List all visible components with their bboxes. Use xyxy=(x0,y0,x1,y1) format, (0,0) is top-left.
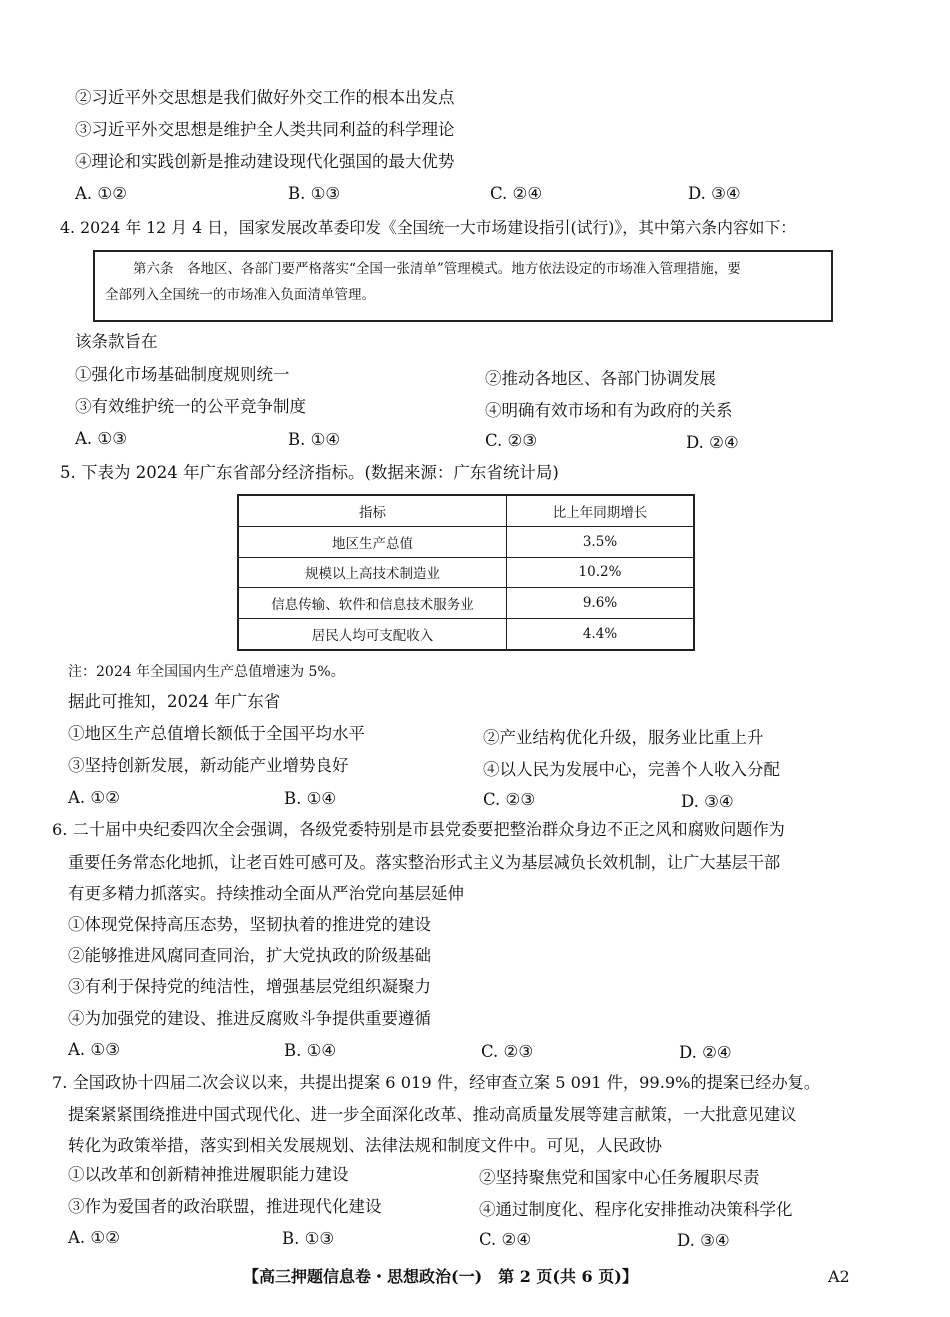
q4-quote-line-2: 全部列入全国统一的市场准入负面清单管理。 xyxy=(105,287,375,303)
q5-option-1: ①地区生产总值增长额低于全国平均水平 xyxy=(68,724,365,743)
table-header: 比上年同期增长 xyxy=(507,495,695,526)
q7-choice-c: C. ②④ xyxy=(479,1230,532,1249)
q6-stem-line-3: 有更多精力抓落实。持续推动全面从严治党向基层延伸 xyxy=(68,884,464,903)
q7-option-2: ②坚持聚焦党和国家中心任务履职尽责 xyxy=(479,1168,760,1187)
table-header-row xyxy=(238,495,694,526)
economic-indicators-table xyxy=(237,494,695,651)
q6-option-4: ④为加强党的建设、推进反腐败斗争提供重要遵循 xyxy=(68,1009,431,1028)
q7-option-1: ①以改革和创新精神推进履职能力建设 xyxy=(68,1165,349,1184)
q6-stem-line-2: 重要任务常态化地抓，让老百姓可感可及。落实整治形式主义为基层减负长效机制，让广大基层干部 xyxy=(68,853,781,872)
q5-choice-a: A. ①② xyxy=(68,788,120,807)
table-row xyxy=(238,619,694,650)
q5-note: 注：2024 年全国国内生产总值增速为 5%。 xyxy=(68,664,345,680)
q3-option-4: ④理论和实践创新是推动建设现代化强国的最大优势 xyxy=(75,152,455,171)
q6-choice-c: C. ②③ xyxy=(481,1042,534,1061)
table-cell: 10.2% xyxy=(507,557,695,588)
q7-option-3: ③作为爱国者的政治联盟，推进现代化建设 xyxy=(68,1197,382,1216)
q4-choice-c: C. ②③ xyxy=(485,431,538,450)
q6-choice-a: A. ①③ xyxy=(68,1040,120,1059)
q3-choice-c: C. ②④ xyxy=(490,184,543,203)
table-cell: 4.4% xyxy=(507,619,695,650)
q6-option-1: ①体现党保持高压态势，坚韧执着的推进党的建设 xyxy=(68,915,431,934)
q5-choice-b: B. ①④ xyxy=(284,789,337,808)
q7-stem-line-3: 转化为政策举措，落实到相关发展规划、法律法规和制度文件中。可见，人民政协 xyxy=(68,1136,662,1155)
q3-option-3: ③习近平外交思想是维护全人类共同利益的科学理论 xyxy=(75,120,455,139)
q5-option-3: ③坚持创新发展，新动能产业增势良好 xyxy=(68,756,349,775)
q6-choice-d: D. ②④ xyxy=(679,1043,732,1062)
table-row xyxy=(238,526,694,557)
q7-stem-line-2: 提案紧紧围绕推进中国式现代化、进一步全面深化改革、推动高质量发展等建言献策，一大批意见建议 xyxy=(68,1105,797,1124)
q7-choice-b: B. ①③ xyxy=(282,1229,335,1248)
q5-option-4: ④以人民为发展中心，完善个人收入分配 xyxy=(483,760,780,779)
table-header: 指标 xyxy=(238,495,507,526)
table-cell: 规模以上高技术制造业 xyxy=(238,557,507,588)
q6-option-2: ②能够推进风腐同查同治，扩大党执政的阶级基础 xyxy=(68,946,431,965)
q4-choice-b: B. ①④ xyxy=(288,430,341,449)
q5-option-2: ②产业结构优化升级，服务业比重上升 xyxy=(483,728,764,747)
q6-choice-b: B. ①④ xyxy=(284,1041,337,1060)
q6-option-3: ③有利于保持党的纯洁性，增强基层党组织凝聚力 xyxy=(68,977,431,996)
table-row xyxy=(238,588,694,619)
q3-choice-a: A. ①② xyxy=(75,184,127,203)
q4-quote-box xyxy=(93,250,833,322)
q4-stem: 4. 2024 年 12 月 4 日，国家发展改革委印发《全国统一大市场建设指引(试行)》，其中第六条内容如下： xyxy=(60,218,797,237)
q4-option-3: ③有效维护统一的公平竞争制度 xyxy=(75,397,306,416)
q7-stem-line-1: 7. 全国政协十四届二次会议以来，共提出提案 6 019 件，经审查立案 5 091 件，99.9%的提案已经办复。 xyxy=(52,1073,821,1092)
q3-choice-b: B. ①③ xyxy=(288,184,341,203)
q3-choice-d: D. ③④ xyxy=(688,184,741,203)
q4-quote-line-1: 第六条 各地区、各部门要严格落实“全国一张清单”管理模式。地方依法设定的市场准入管理措施，要 xyxy=(133,261,741,277)
q6-stem-line-1: 6. 二十届中央纪委四次全会强调，各级党委特别是市县党委要把整治群众身边不正之风和腐败问题作为 xyxy=(52,820,785,839)
q3-option-2: ②习近平外交思想是我们做好外交工作的根本出发点 xyxy=(75,88,455,107)
table-cell: 9.6% xyxy=(507,588,695,619)
q5-prompt: 据此可推知，2024 年广东省 xyxy=(68,692,281,711)
page-footer-title: 【高三押题信息卷・思想政治(一) 第 2 页(共 6 页)】 xyxy=(243,1267,638,1286)
q5-stem: 5. 下表为 2024 年广东省部分经济指标。(数据来源：广东省统计局) xyxy=(60,463,559,482)
q4-option-2: ②推动各地区、各部门协调发展 xyxy=(485,369,716,388)
table-cell: 地区生产总值 xyxy=(238,526,507,557)
q7-option-4: ④通过制度化、程序化安排推动决策科学化 xyxy=(479,1200,793,1219)
q4-choice-a: A. ①③ xyxy=(75,429,127,448)
table-row xyxy=(238,557,694,588)
q5-choice-d: D. ③④ xyxy=(681,792,734,811)
q4-option-4: ④明确有效市场和有为政府的关系 xyxy=(485,401,733,420)
table-cell: 信息传输、软件和信息技术服务业 xyxy=(238,588,507,619)
table-cell: 居民人均可支配收入 xyxy=(238,619,507,650)
q4-choice-d: D. ②④ xyxy=(686,433,739,452)
q5-choice-c: C. ②③ xyxy=(483,790,536,809)
q4-option-1: ①强化市场基础制度规则统一 xyxy=(75,365,290,384)
q4-prompt: 该条款旨在 xyxy=(75,332,158,351)
q7-choice-d: D. ③④ xyxy=(677,1231,730,1250)
page-code: A2 xyxy=(828,1267,850,1286)
table-cell: 3.5% xyxy=(507,526,695,557)
q7-choice-a: A. ①② xyxy=(68,1228,120,1247)
